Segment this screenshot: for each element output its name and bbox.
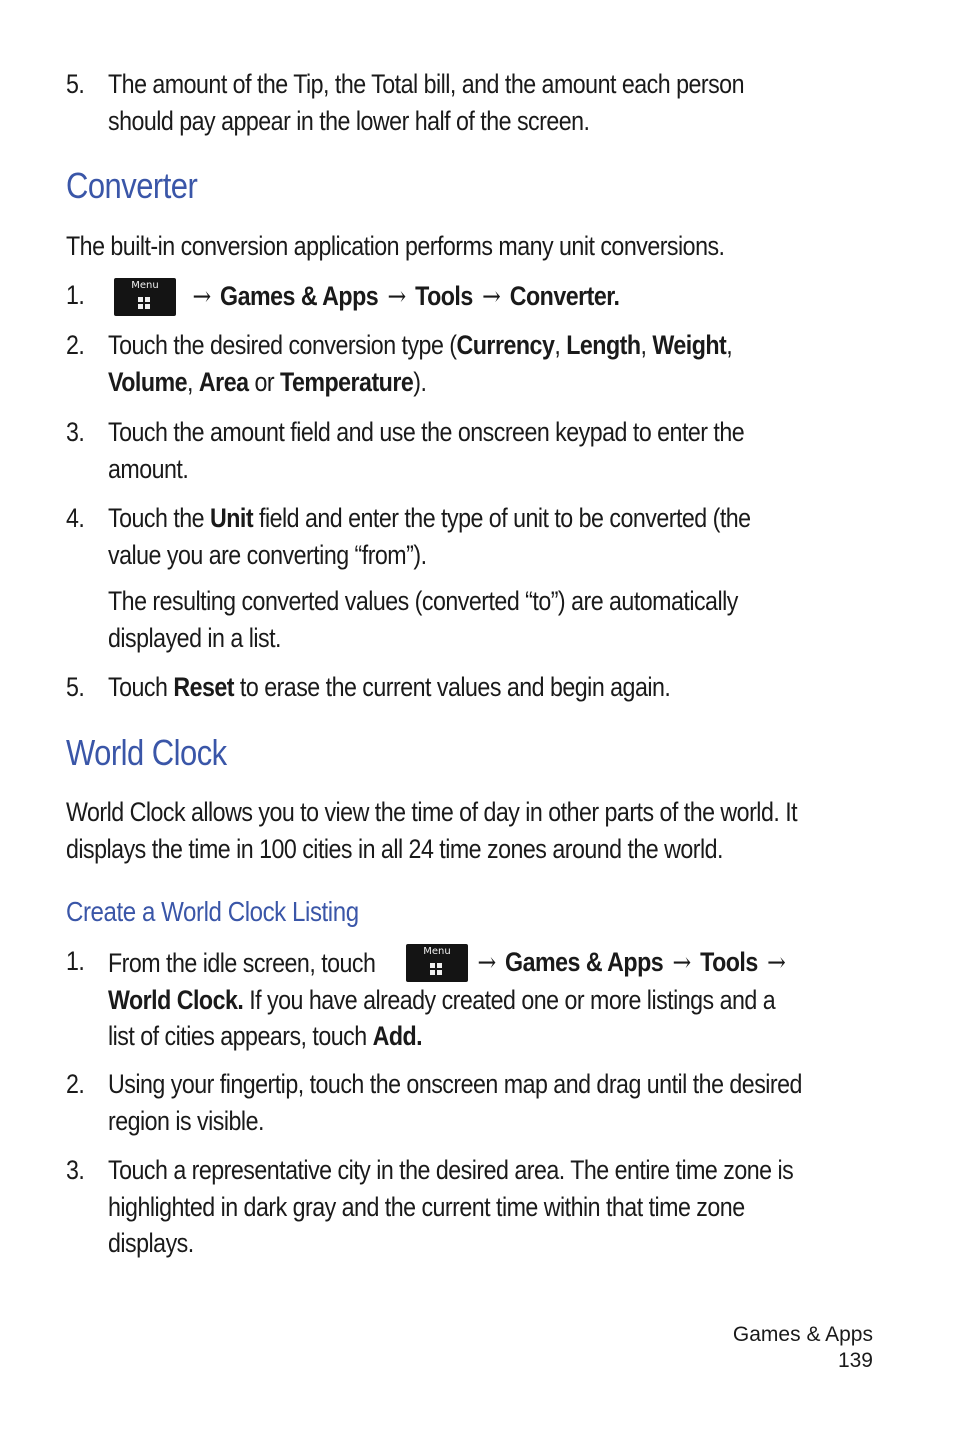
converter-step-5 bbox=[66, 669, 896, 706]
tools-label: Tools bbox=[415, 281, 473, 312]
arrow-icon: → bbox=[672, 948, 691, 979]
intro-text-line: World Clock allows you to view the time of day in other parts of the world. It bbox=[66, 797, 798, 827]
world-clock-heading bbox=[66, 732, 253, 774]
arrow-icon: → bbox=[477, 948, 496, 979]
step-text-line: highlighted in dark gray and the current time within that time zone bbox=[108, 1191, 745, 1222]
menu-key-label: Menu bbox=[423, 945, 451, 957]
step-text-line: Using your fingertip, touch the onscreen map and drag until the desired bbox=[108, 1069, 802, 1099]
step-text-line: displays. bbox=[108, 1228, 194, 1258]
converter-heading bbox=[66, 165, 219, 207]
games-apps-label: Games & Apps bbox=[505, 947, 664, 978]
step-text: If you have already created one or more listings and a bbox=[243, 984, 776, 1015]
step-text-line: should pay appear in the lower half of the screen. bbox=[108, 105, 590, 136]
length-label: Length bbox=[566, 330, 641, 360]
step-text-line: The amount of the Tip, the Total bill, and the amount each person bbox=[108, 69, 744, 99]
converter-step-2 bbox=[66, 327, 896, 400]
converter-intro bbox=[66, 228, 896, 265]
page-number: 139 bbox=[837, 1349, 873, 1372]
separator: , bbox=[726, 330, 733, 360]
step-text-line: Touch a representative city in the desired area. The entire time zone is bbox=[108, 1155, 794, 1185]
games-apps-label: Games & Apps bbox=[219, 281, 379, 312]
add-label: Add. bbox=[372, 1021, 423, 1052]
step-number: 1. bbox=[66, 280, 85, 310]
step-text: Touch bbox=[108, 672, 174, 702]
step-text: list of cities appears, touch bbox=[108, 1021, 373, 1052]
arrow-icon: → bbox=[767, 948, 786, 979]
currency-label: Currency bbox=[456, 330, 555, 360]
arrow-icon: → bbox=[482, 282, 501, 313]
step-text-line: value you are converting “from”). bbox=[108, 539, 427, 570]
step-number: 2. bbox=[66, 1069, 85, 1099]
step-number: 3. bbox=[66, 1155, 85, 1185]
heading-text: World Clock bbox=[66, 732, 227, 773]
world-clock-intro bbox=[66, 794, 896, 867]
step-text: Touch the desired conversion type ( bbox=[108, 330, 457, 360]
tools-label: Tools bbox=[700, 947, 758, 978]
step-note-line: displayed in a list. bbox=[108, 622, 281, 653]
step-number: 5. bbox=[66, 69, 85, 99]
separator: , bbox=[554, 330, 567, 360]
grid-icon bbox=[138, 297, 151, 310]
step-text-line: amount. bbox=[108, 453, 189, 484]
tip-step-5 bbox=[66, 66, 896, 139]
separator: , bbox=[640, 330, 653, 360]
world-clock-step-1 bbox=[66, 943, 896, 1055]
weight-label: Weight bbox=[652, 330, 727, 360]
converter-step-4 bbox=[66, 500, 896, 656]
create-listing-subheading bbox=[66, 896, 406, 928]
step-text: to erase the current values and begin again. bbox=[233, 672, 671, 702]
step-text-line: Touch the amount field and use the onscreen keypad to enter the bbox=[108, 417, 745, 447]
step-note-line: The resulting converted values (converted “to”) are automatically bbox=[108, 586, 738, 616]
grid-icon bbox=[430, 963, 443, 976]
arrow-icon: → bbox=[192, 282, 211, 313]
converter-label: Converter. bbox=[509, 281, 620, 312]
step-text: or bbox=[248, 366, 280, 397]
subheading-text: Create a World Clock Listing bbox=[66, 896, 359, 927]
step-number: 3. bbox=[66, 417, 85, 447]
separator: , bbox=[187, 366, 199, 397]
unit-label: Unit bbox=[209, 503, 254, 533]
converter-step-1 bbox=[66, 277, 896, 316]
world-clock-step-2 bbox=[66, 1066, 896, 1139]
step-number: 2. bbox=[66, 330, 85, 360]
step-text: Touch the bbox=[108, 503, 210, 533]
intro-text: The built-in conversion application performs many unit conversions. bbox=[66, 231, 725, 261]
converter-step-3 bbox=[66, 414, 896, 487]
footer-section-title: Games & Apps bbox=[732, 1323, 873, 1346]
world-clock-step-3 bbox=[66, 1152, 896, 1262]
heading-text: Converter bbox=[66, 165, 198, 206]
step-number: 1. bbox=[66, 946, 85, 976]
step-text: field and enter the type of unit to be converted (the bbox=[253, 503, 751, 533]
arrow-icon: → bbox=[387, 282, 406, 313]
page-footer bbox=[733, 1322, 873, 1374]
reset-label: Reset bbox=[173, 672, 234, 702]
step-text-line: region is visible. bbox=[108, 1105, 264, 1136]
step-text: ). bbox=[413, 366, 427, 397]
menu-key-icon bbox=[406, 944, 468, 982]
step-text: From the idle screen, touch bbox=[108, 947, 376, 978]
menu-key-icon bbox=[114, 278, 176, 316]
step-number: 5. bbox=[66, 672, 85, 702]
world-clock-label: World Clock. bbox=[108, 984, 244, 1015]
area-label: Area bbox=[198, 366, 249, 397]
menu-key-label: Menu bbox=[131, 279, 159, 291]
step-number: 4. bbox=[66, 503, 85, 533]
temperature-label: Temperature bbox=[280, 366, 414, 397]
intro-text-line: displays the time in 100 cities in all 24 time zones around the world. bbox=[66, 833, 723, 864]
volume-label: Volume bbox=[108, 366, 188, 397]
